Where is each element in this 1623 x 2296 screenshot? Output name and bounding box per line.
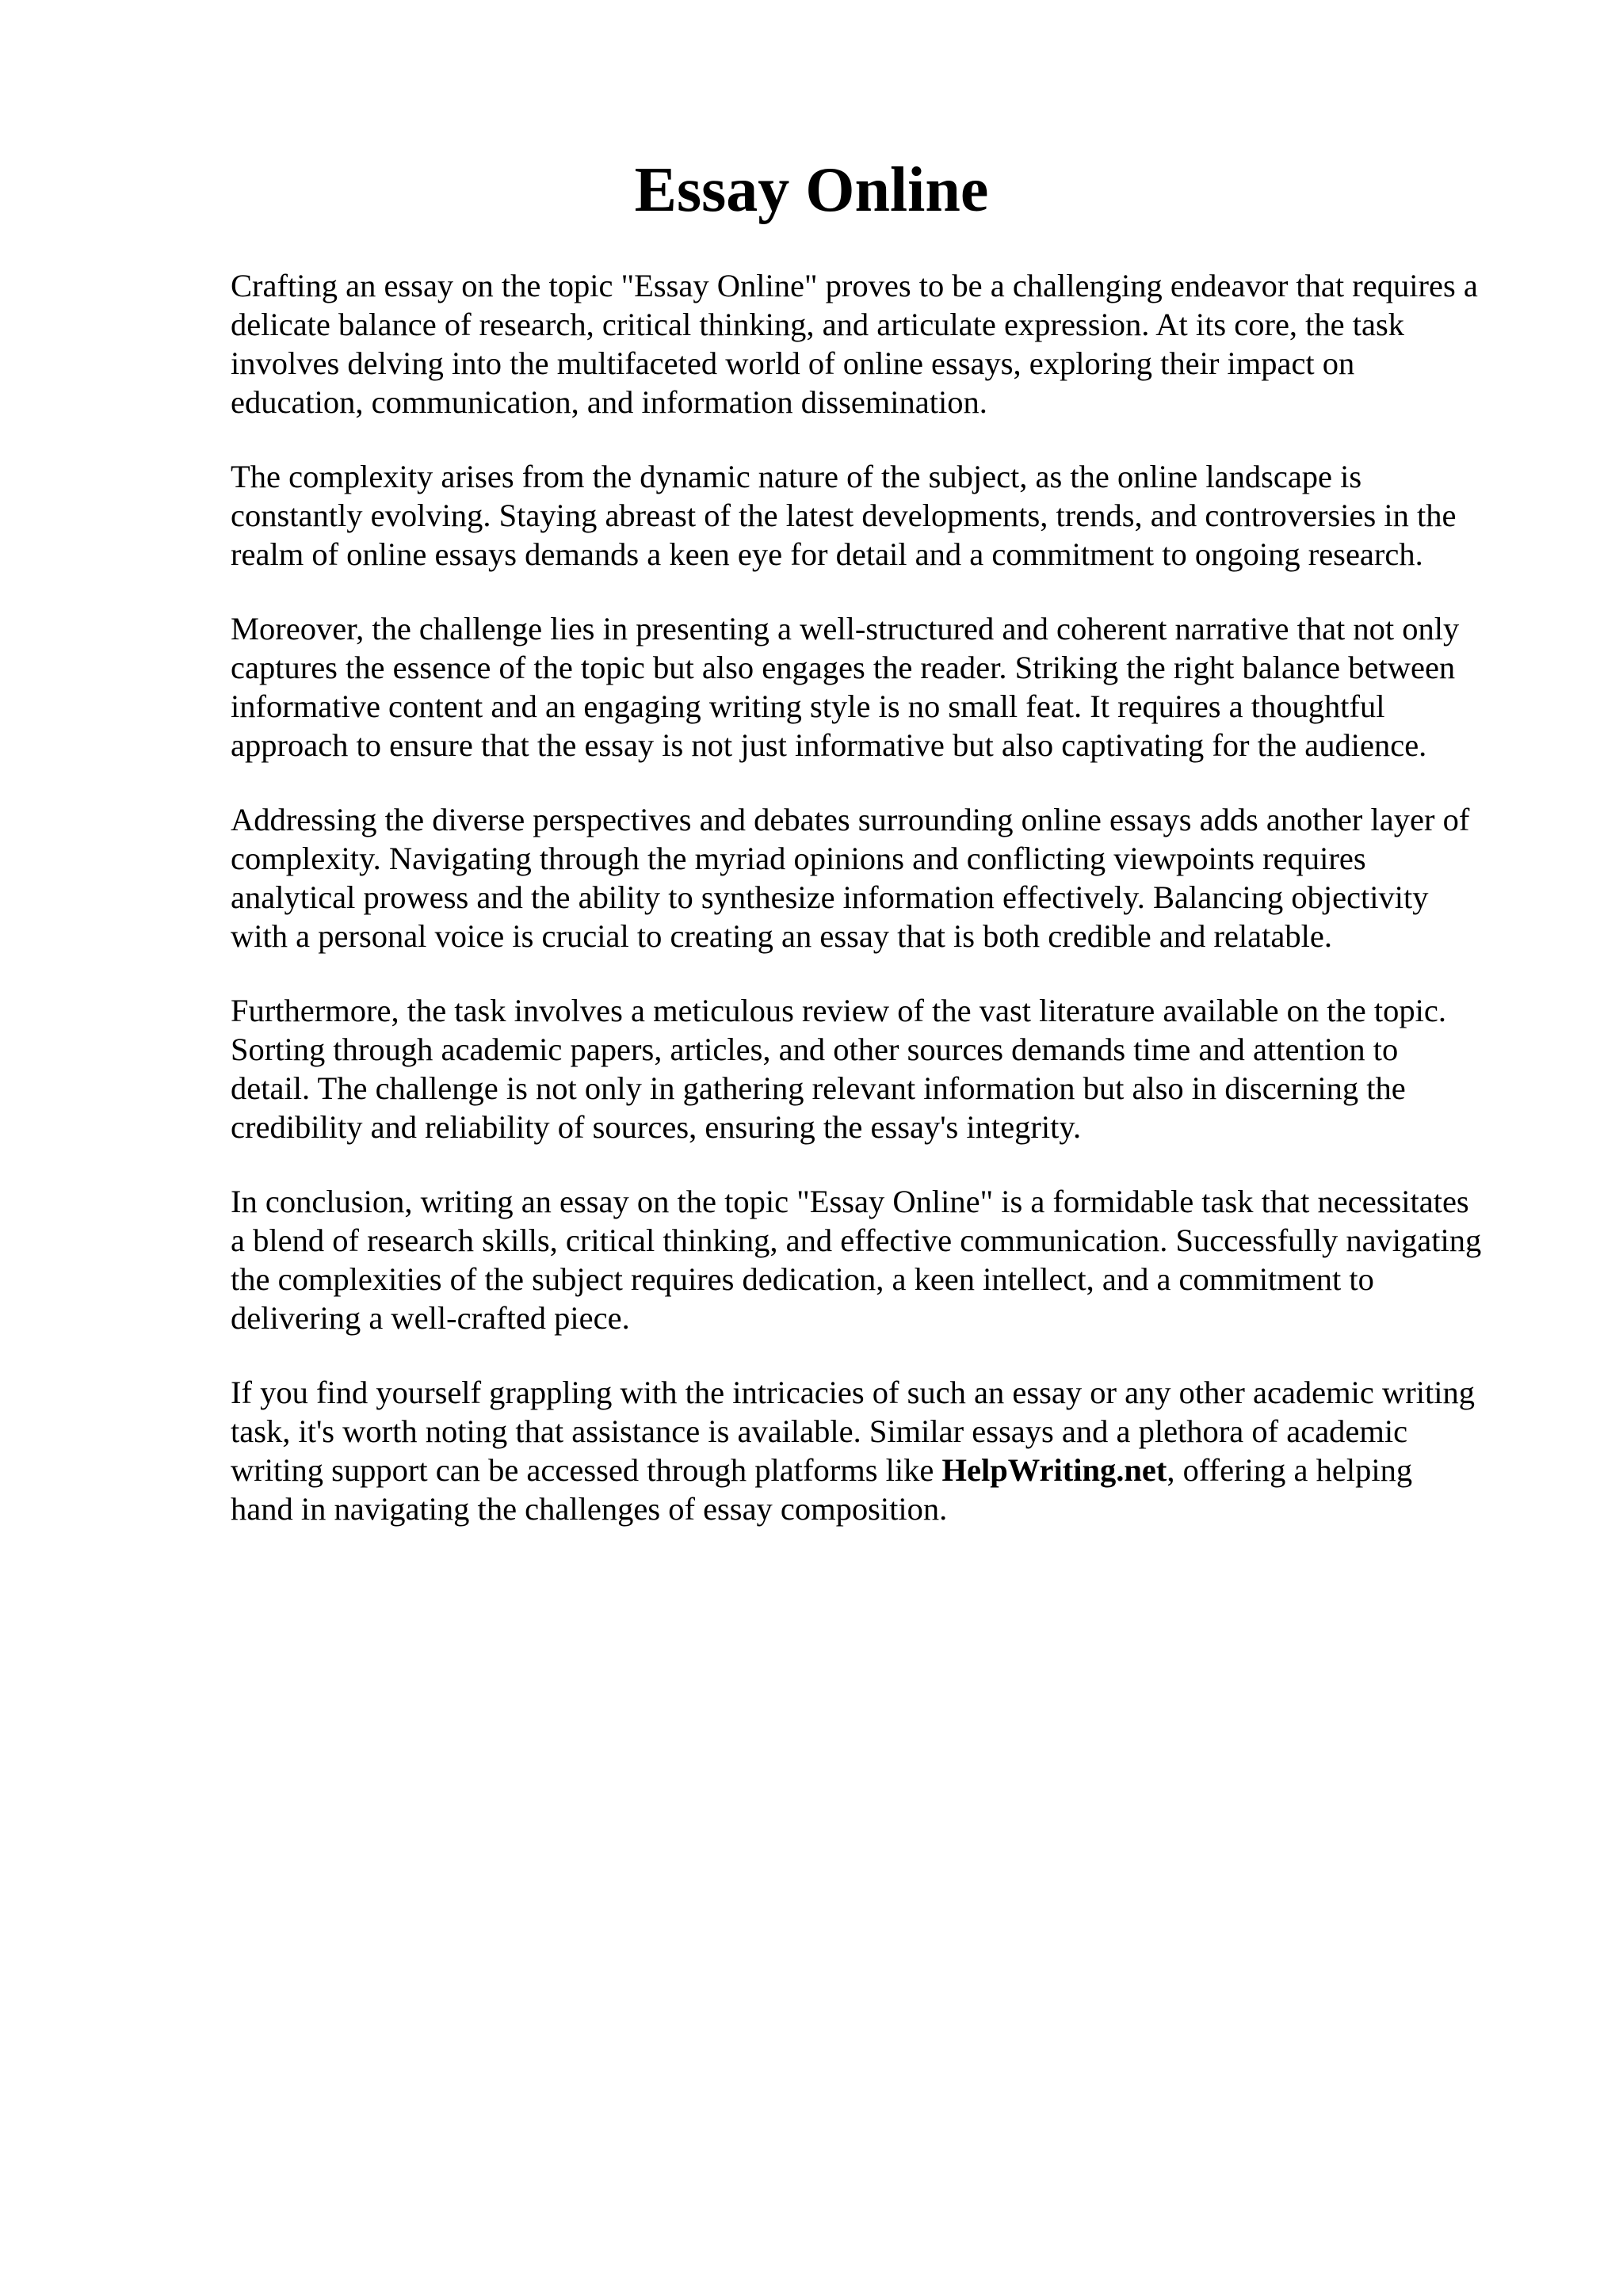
paragraph-1 bbox=[231, 266, 1530, 421]
paragraph-line: delivering a well-crafted piece. bbox=[231, 1300, 630, 1336]
paragraph-line: constantly evolving. Staying abreast of the latest developments, trends, and controversies in the bbox=[231, 498, 1457, 533]
paragraph-3 bbox=[231, 609, 1530, 765]
closing-text-after-brand: , offering a helping bbox=[1167, 1452, 1413, 1488]
paragraph-6 bbox=[231, 1182, 1530, 1337]
paragraph-line: Crafting an essay on the topic "Essay Online" proves to be a challenging endeavor that requires a bbox=[231, 268, 1478, 303]
paragraph-line: a blend of research skills, critical thinking, and effective communication. Successfully navigating bbox=[231, 1222, 1482, 1258]
paragraph-line: hand in navigating the challenges of essay composition. bbox=[231, 1491, 948, 1527]
paragraph-line: Addressing the diverse perspectives and debates surrounding online essays adds another layer of bbox=[231, 802, 1470, 837]
paragraph-line: Moreover, the challenge lies in presenting a well-structured and coherent narrative that not only bbox=[231, 611, 1460, 646]
closing-text-before-brand: writing support can be accessed through platforms like bbox=[231, 1452, 942, 1488]
paragraph-line: informative content and an engaging writing style is no small feat. It requires a thoughtful bbox=[231, 688, 1385, 724]
paragraph-line: realm of online essays demands a keen eye for detail and a commitment to ongoing research. bbox=[231, 536, 1423, 572]
paragraph-line: credibility and reliability of sources, ensuring the essay's integrity. bbox=[231, 1109, 1082, 1145]
paragraph-2 bbox=[231, 457, 1530, 574]
paragraph-5 bbox=[231, 991, 1530, 1146]
paragraph-line: delicate balance of research, critical thinking, and articulate expression. At its core, the task bbox=[231, 307, 1405, 342]
document-title: Essay Online bbox=[634, 155, 989, 225]
paragraph-line: detail. The challenge is not only in gathering relevant information but also in discerning the bbox=[231, 1070, 1406, 1106]
paragraph-line-with-link bbox=[231, 1451, 1530, 1489]
paragraph-line: analytical prowess and the ability to synthesize information effectively. Balancing objectivity bbox=[231, 879, 1429, 915]
paragraph-line: the complexities of the subject requires dedication, a keen intellect, and a commitment to bbox=[231, 1261, 1374, 1297]
paragraph-line: captures the essence of the topic but also engages the reader. Striking the right balance between bbox=[231, 650, 1456, 685]
document-body bbox=[231, 266, 1530, 1564]
paragraph-line: involves delving into the multifaceted world of online essays, exploring their impact on bbox=[231, 345, 1355, 381]
paragraph-line: If you find yourself grappling with the intricacies of such an essay or any other academic writing bbox=[231, 1375, 1476, 1410]
helpwriting-link[interactable]: HelpWriting.net bbox=[941, 1452, 1167, 1488]
paragraph-line: complexity. Navigating through the myriad opinions and conflicting viewpoints requires bbox=[231, 841, 1366, 876]
paragraph-line: task, it's worth noting that assistance is available. Similar essays and a plethora of academic bbox=[231, 1413, 1408, 1449]
paragraph-line: education, communication, and information dissemination. bbox=[231, 384, 987, 420]
paragraph-closing bbox=[231, 1373, 1530, 1528]
paragraph-line: In conclusion, writing an essay on the topic "Essay Online" is a formidable task that necessitates bbox=[231, 1184, 1469, 1219]
paragraph-line: Sorting through academic papers, articles, and other sources demands time and attention to bbox=[231, 1032, 1399, 1067]
paragraph-line: approach to ensure that the essay is not just informative but also captivating for the audience. bbox=[231, 727, 1427, 763]
paragraph-line: with a personal voice is crucial to creating an essay that is both credible and relatable. bbox=[231, 918, 1332, 954]
paragraph-line: Furthermore, the task involves a meticulous review of the vast literature available on the topic. bbox=[231, 993, 1447, 1028]
paragraph-4 bbox=[231, 800, 1530, 955]
paragraph-line: The complexity arises from the dynamic nature of the subject, as the online landscape is bbox=[231, 459, 1362, 494]
